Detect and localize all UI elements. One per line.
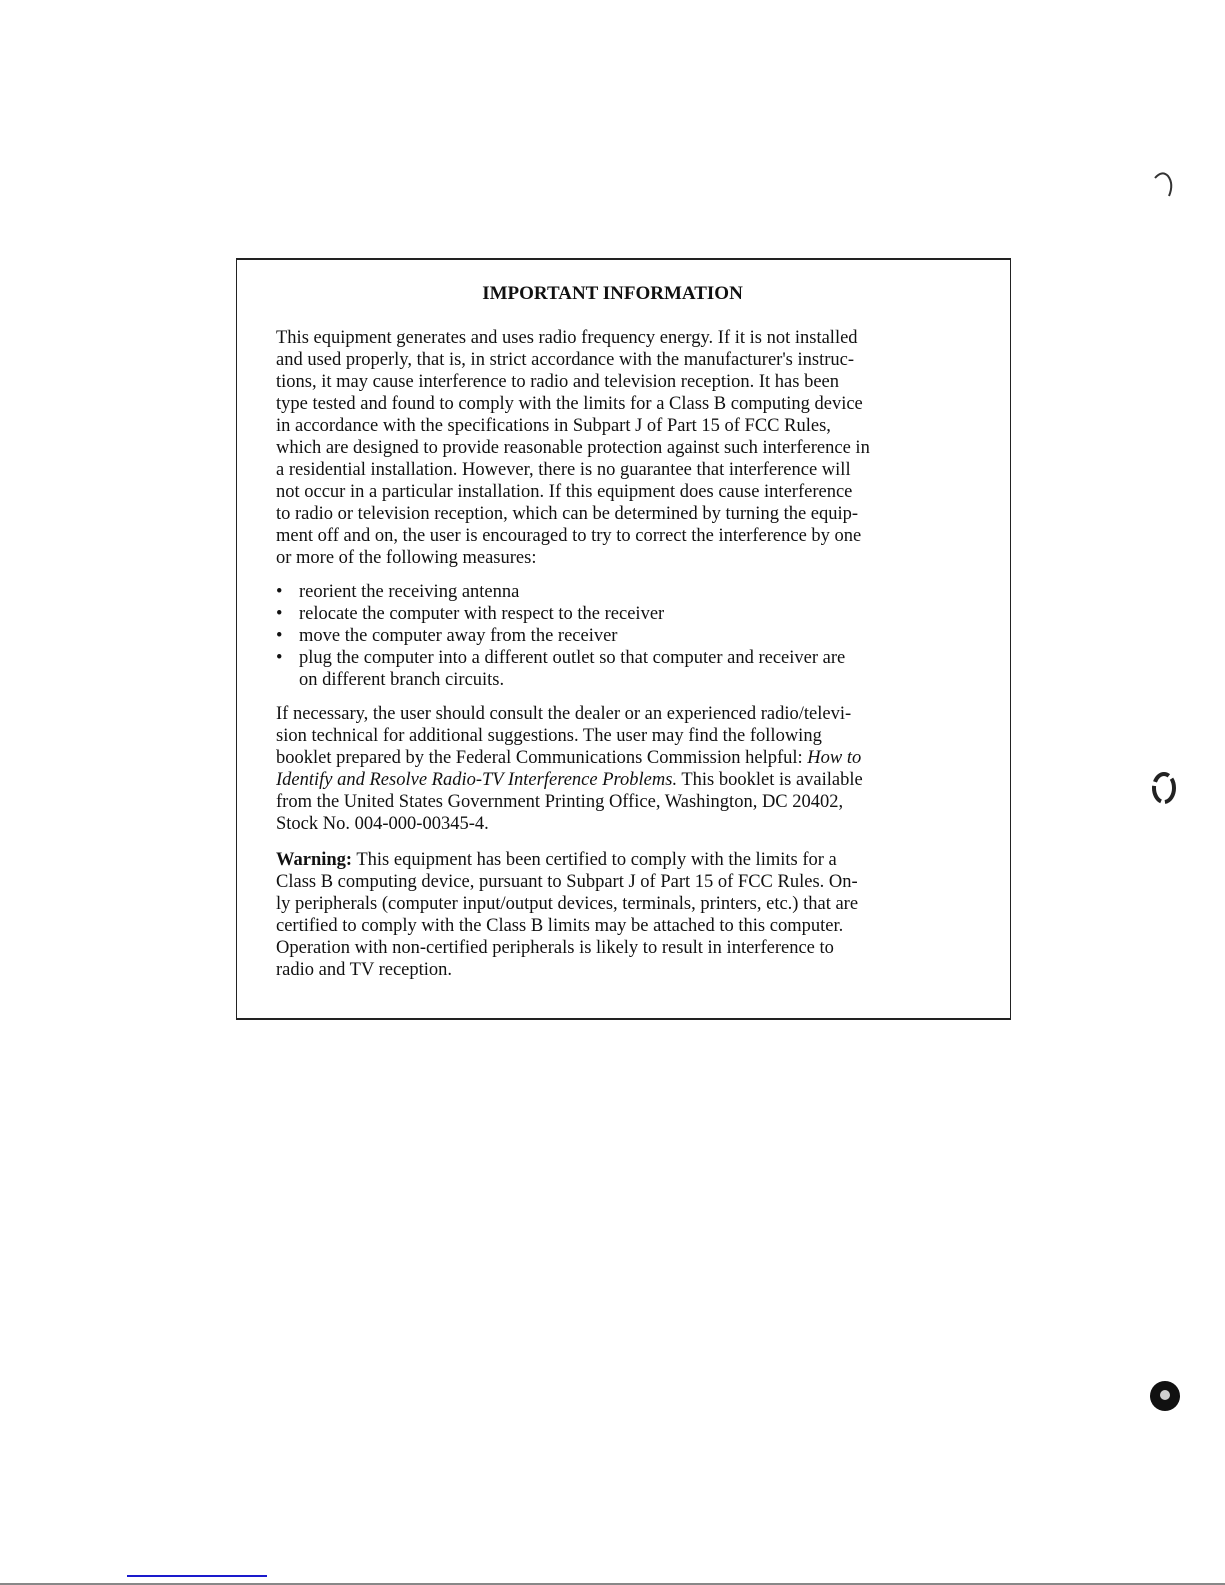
list-item [276, 625, 845, 647]
text-line: not occur in a particular installation. If this equipment does cause interference [276, 482, 853, 502]
text-line: type tested and found to comply with the limits for a Class B computing device [276, 394, 863, 414]
text-line [276, 769, 863, 791]
bullet-icon: • [276, 582, 283, 602]
text-span: This booklet is available [677, 770, 863, 790]
text-line: ment off and on, the user is encouraged to try to correct the interference by one [276, 526, 862, 546]
text-line: and used properly, that is, in strict accordance with the manufacturer's instruc- [276, 350, 854, 370]
bullet-icon: • [276, 648, 283, 668]
text-line [276, 747, 863, 769]
text-span: This equipment has been certified to comply with the limits for a [352, 850, 837, 870]
text-line: ly peripherals (computer input/output devices, terminals, printers, etc.) that are [276, 894, 859, 914]
text-line: a residential installation. However, there is no guarantee that interference will [276, 460, 851, 480]
warning-label: Warning: [276, 850, 353, 870]
text-line: from the United States Government Printing Office, Washington, DC 20402, [276, 792, 844, 812]
list-item-text: plug the computer into a different outlet so that computer and receiver are [299, 648, 846, 668]
text-line: to radio or television reception, which can be determined by turning the equip- [276, 504, 859, 524]
scan-edge-mark [127, 1575, 267, 1577]
fcc-paragraph [276, 327, 870, 569]
binder-hole-mark-icon [1150, 770, 1178, 806]
text-line: tions, it may cause interference to radio and television reception. It has been [276, 372, 840, 392]
booklet-title: Identify and Resolve Radio-TV Interference Problems. [276, 770, 678, 790]
list-item-continuation: on different branch circuits. [299, 670, 505, 690]
text-line: If necessary, the user should consult the dealer or an experienced radio/televi- [276, 704, 852, 724]
bullet-icon: • [276, 604, 283, 624]
list-item-text: relocate the computer with respect to the receiver [299, 604, 665, 624]
list-item-text: move the computer away from the receiver [299, 626, 618, 646]
list-item-text: reorient the receiving antenna [299, 582, 520, 602]
text-line: sion technical for additional suggestions. The user may find the following [276, 726, 822, 746]
text-line: certified to comply with the Class B limits may be attached to this computer. [276, 916, 844, 936]
booklet-title: How to [807, 748, 862, 768]
text-line: This equipment generates and uses radio frequency energy. If it is not installed [276, 328, 858, 348]
list-item [276, 603, 845, 625]
text-line: Class B computing device, pursuant to Subpart J of Part 15 of FCC Rules. On- [276, 872, 858, 892]
binder-hole-mark-icon [1152, 168, 1176, 198]
bullet-icon: • [276, 626, 283, 646]
text-line: Stock No. 004-000-00345-4. [276, 814, 489, 834]
text-line: Operation with non-certified peripherals is likely to result in interference to [276, 938, 834, 958]
text-line: or more of the following measures: [276, 548, 537, 568]
warning-paragraph [276, 849, 858, 981]
text-line: in accordance with the specifications in Subpart J of Part 15 of FCC Rules, [276, 416, 831, 436]
list-item [276, 647, 845, 669]
page-title: IMPORTANT INFORMATION [482, 283, 743, 304]
text-line: radio and TV reception. [276, 960, 453, 980]
text-line [276, 849, 858, 871]
text-span: booklet prepared by the Federal Communications Commission helpful: [276, 748, 808, 768]
measures-list [276, 581, 845, 691]
text-line: which are designed to provide reasonable protection against such interference in [276, 438, 870, 458]
list-item [276, 581, 845, 603]
binder-hole-mark-icon [1148, 1378, 1182, 1414]
booklet-paragraph [276, 703, 863, 835]
